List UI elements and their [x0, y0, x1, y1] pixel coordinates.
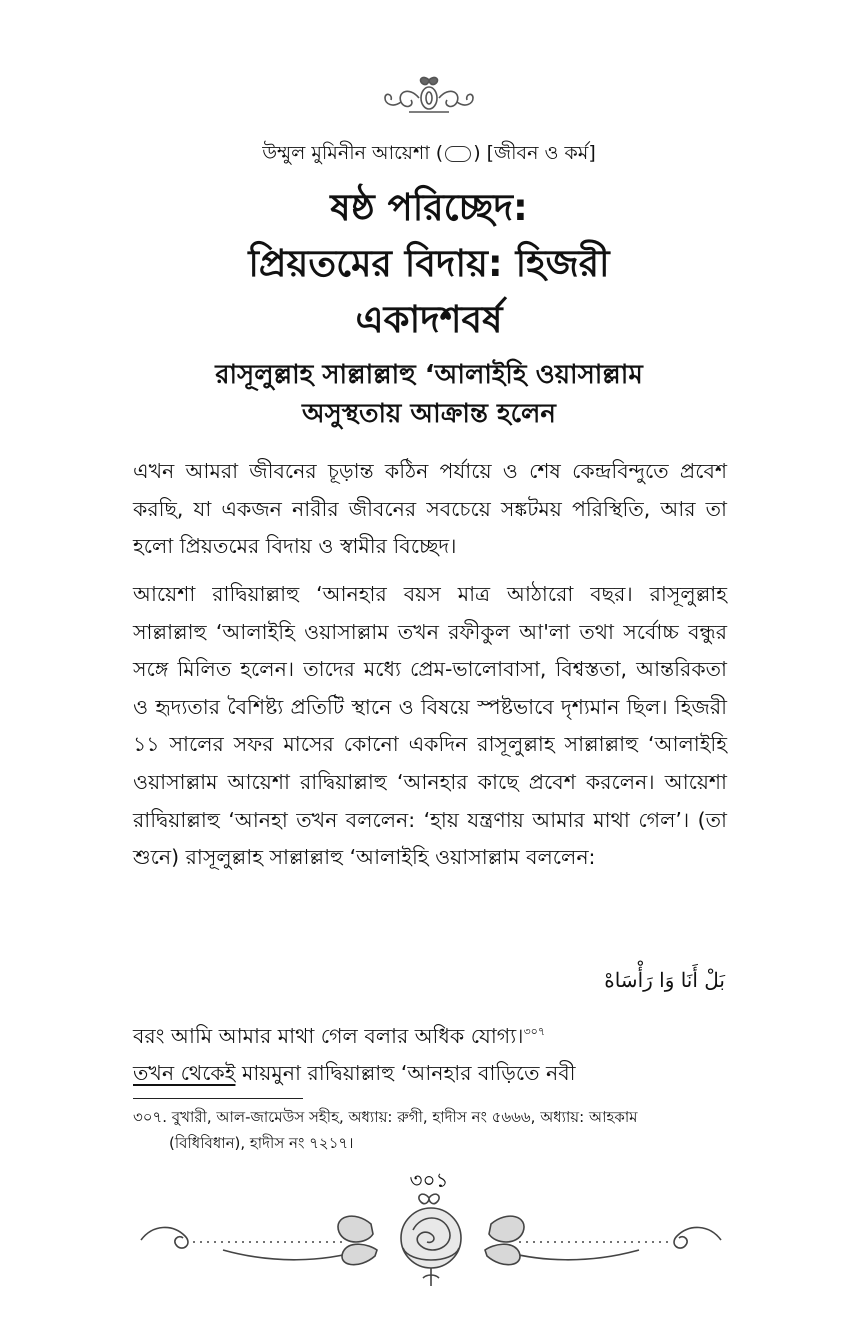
footnote [133, 1104, 733, 1156]
chapter-title-line-1: ষষ্ঠ পরিচ্ছেদ: [330, 186, 528, 229]
chapter-title-line-2: প্রিয়তমের বিদায়: হিজরী [248, 242, 610, 285]
section-heading-line-2: অসুস্থতায় আক্রান্ত হলেন [302, 399, 556, 429]
paragraph-3-line-2 [133, 1055, 727, 1092]
footnote-divider [133, 1098, 303, 1099]
running-title-suffix: ) [জীবন ও কর্ম] [473, 142, 596, 164]
section-heading-line-1: রাসূলুল্লাহ সাল্লাল্লাহু ‘আলাইহি ওয়াসাল্লাম [215, 360, 643, 390]
section-heading [60, 356, 798, 434]
running-header [0, 141, 858, 165]
paragraph-3 [133, 1013, 727, 1092]
footnote-line-2: (বিধিবিধান), হাদীস নং ৭২১৭। [169, 1134, 354, 1152]
paragraph-3-continuation: মায়মুনা রাদ্বিয়াল্লাহু ‘আনহার বাড়িতে নবী [235, 1060, 576, 1085]
paragraph-2: আয়েশা রাদ্বিয়াল্লাহু ‘আনহার বয়স মাত্র আঠারো বছর। রাসূলুল্লাহ সাল্লাল্লাহু ‘আলাইহি ওয়াসাল্লাম তখন রফীকুল আ'লা তথা সর্বোচ্চ বন্ধুর সঙ্গে মিলিত হলেন। তাদের মধ্যে প্রেম-ভালোবাসা, বিশ্বস্ততা, আন্তরিকতা ও হৃদ্যতার বৈশিষ্ট্য প্রতিটি স্থানে ও বিষয়ে স্পষ্টভাবে দৃশ্যমান ছিল। হিজরী ১১ সালের সফর মাসের কোনো একদিন রাসূলুল্লাহ সাল্লাল্লাহু ‘আলাইহি ওয়াসাল্লাম আয়েশা রাদ্বিয়াল্লাহু ‘আনহার কাছে প্রবেশ করলেন। আয়েশা রাদ্বিয়াল্লাহু ‘আনহা তখন বললেন: ‘হায় যন্ত্রণায় আমার মাথা গেল’। (তা শুনে) রাসূলুল্লাহ সাল্লাল্লাহু ‘আলাইহি ওয়াসাল্লাম বললেন: [133, 582, 727, 870]
bottom-rose-ornament-icon [133, 1190, 729, 1290]
top-floral-ornament-icon [379, 72, 479, 116]
underlined-phrase: তখন থেকেই [133, 1060, 236, 1085]
footnote-reference: ৩০৭ [523, 1025, 545, 1038]
paragraph-3-line-1 [133, 1013, 727, 1055]
paragraph-1: এখন আমরা জীবনের চূড়ান্ত কঠিন পর্যায়ে ও শেষ কেন্দ্রবিন্দুতে প্রবেশ করছি, যা একজন নারীর জীবনের সবচেয়ে সঙ্কটময় পরিস্থিতি, আর তা হলো প্রিয়তমের বিদায় ও স্বামীর বিচ্ছেদ। [133, 459, 727, 559]
footnote-line-1: ৩০৭. বুখারী, আল-জামেউস সহীহ, অধ্যায়: রুগী, হাদীস নং ৫৬৬৬, অধ্যায়: আহকাম [133, 1108, 638, 1126]
chapter-title [0, 180, 858, 348]
page-number: ৩০১ [409, 1168, 449, 1192]
chapter-title-line-3: একাদশবর্ষ [355, 298, 503, 341]
honorific-seal-icon [445, 146, 471, 162]
arabic-quote: بَلْ أَنَا وَا رَأْسَاهْ [604, 968, 725, 992]
paragraph-3-text: বরং আমি আমার মাথা গেল বলার অধিক যোগ্য। [133, 1023, 524, 1048]
running-title-prefix: উম্মুল মুমিনীন আয়েশা ( [262, 142, 444, 164]
